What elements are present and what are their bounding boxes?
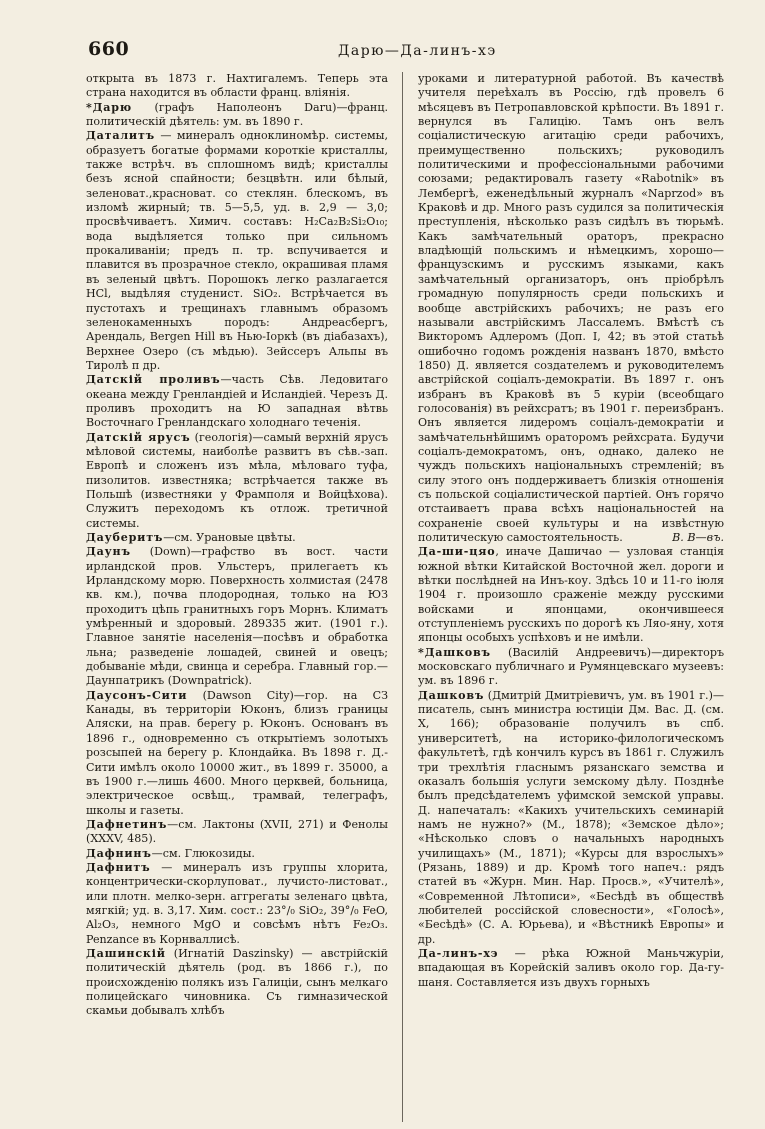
- dictionary-entry: [86, 689, 388, 818]
- entry-headword: *Дарю: [86, 100, 132, 114]
- dictionary-entry: [86, 72, 388, 101]
- entry-headword: Даунъ: [86, 545, 131, 559]
- dictionary-entry: [418, 947, 724, 990]
- entry-text: (Игнатій Daszinsky) — австрійскій политическій дѣятель (род. въ 1866 г.), по происхожденію полякъ изъ Галиціи, сынъ мелкаго полицейскаго чиновника. Съ гимназической скамьи добывалъ хлѣбъ: [86, 946, 388, 1018]
- entry-text: (Дмитрій Дмитріевичъ, ум. въ 1901 г.)—писатель, сынъ министра юстиціи Дм. Вас. Д. (см. X, 166); образованіе получилъ въ спб. университетѣ, на историко-филологическомъ факультетѣ, гдѣ кончилъ курсъ въ 1861 г. Служилъ три трехлѣтія гласнымъ рязанскаго земства и оказалъ большія услуги земскому дѣлу. Позднѣе былъ предсѣдателемъ уфимской земской управы. Д. напечаталъ: «Какихъ учительскихъ семинарій намъ не нужно?» (М., 1878); «Земское дѣло»; «Нѣсколько словъ о начальныхъ народныхъ училищахъ» (М., 1871); «Курсы для взрослыхъ» (Рязань, 1889) и др. Кромѣ того напеч.: рядъ статей въ «Журн. Мин. Нар. Просв.», «Учителѣ», «Современной Лѣтописи», «Бесѣдѣ въ обществѣ любителей россійской словесности», «Голосѣ», «Бесѣдѣ» (С. А. Юрьева), и «Вѣстникѣ Европы» и др.: [418, 688, 724, 946]
- dictionary-entry: [86, 545, 388, 688]
- entry-text: открыта въ 1873 г. Нахтигалемъ. Теперь эта страна находится въ области франц. вліянія.: [86, 72, 388, 100]
- entry-headword: Датскій ярусъ: [86, 430, 191, 444]
- entry-headword: Дауберитъ: [86, 531, 164, 544]
- entry-text: (Dawson City)—гор. на СЗ Канады, въ территоріи Юконъ, близъ границы Аляски, на прав. берегу р. Юконъ. Основанъ въ 1896 г., одновременно съ открытіемъ золотыхъ розсыпей на берегу р. Клондайка. Въ 1898 г. Д.-Сити имѣлъ около 10000 жит., въ 1899 г. 35000, а въ 1900 г.—лишь 4600. Много церквей, больница, электрическое освѣщ., трамвай, телеграфъ, школы и газеты.: [86, 688, 388, 817]
- entry-headword: Да-линъ-хэ: [418, 946, 499, 960]
- left-column: [86, 72, 388, 1122]
- entry-text: —см. Урановые цвѣты.: [163, 531, 296, 544]
- entry-headword: Датскій проливъ: [86, 373, 221, 387]
- entry-headword: Дафнинъ: [86, 846, 152, 860]
- entry-headword: Да-ши-цяо: [418, 545, 496, 559]
- dictionary-entry: [418, 545, 724, 645]
- column-divider: [402, 72, 403, 1122]
- dictionary-entry: [418, 72, 724, 545]
- dictionary-entry: [86, 818, 388, 847]
- entry-text: , иначе Дашичао — узловая станція южной вѣтки Китайской Восточной жел. дороги и вѣтки послѣдней на Инъ-коу. Здѣсь 10 и 11-го іюля 1904 г. произошло сраженіе между русскими войсками и японцами, окончившееся отступленіемъ русскихъ по дорогѣ къ Ляо-яну, хотя японцы особыхъ успѣховъ и не имѣли.: [418, 545, 724, 645]
- entry-headword: Дафнитъ: [86, 860, 151, 874]
- dictionary-entry: [86, 947, 388, 1019]
- dictionary-entry: [86, 129, 388, 373]
- entry-text: (Василій Андреевичъ)—директоръ московскаго публичнаго и Румянцевскаго музеевъ: ум. въ 1896 г.: [418, 645, 724, 688]
- dictionary-entry: [86, 847, 388, 861]
- dictionary-entry: [86, 373, 388, 430]
- entry-text: —см. Глюкозиды.: [151, 846, 255, 860]
- page-number: 660: [88, 38, 130, 60]
- entry-text: — минералъ одноклиномѣр. системы, образуетъ богатые формами короткіе кристаллы, также встрѣч. въ сплошномъ видѣ; кристаллы безъ ясной спайности; безцвѣтн. или бѣлый, зеленоват.,красноват. со стеклян. блескомъ, въ изломѣ жирный; тв. 5—5,5, уд. в. 2,9 — 3,0; просвѣчиваетъ. Химич. составъ: H₂Ca₂B₂Si₂O₁₀; вода выдѣляется только при сильномъ прокаливаніи; предъ п. тр. вспучивается и плавится въ прозрачное стекло, окрашивая пламя въ зеленый цвѣтъ. Порошокъ легко разлагается HCl, выдѣляя студенист. SiO₂. Встрѣчается въ пустотахъ и трещинахъ главнымъ образомъ зеленокаменныхъ породъ: Андреасбергъ, Арендаль, Bergen Hill въ Нью-Іоркѣ (въ діабазахъ), Верхнее Озеро (съ мѣдью). Зейссеръ Альпы въ Тиролѣ п др.: [86, 129, 388, 372]
- entry-text: —часть Сѣв. Ледовитаго океана между Гренландіей и Исландіей. Черезъ Д. проливъ проходитъ на Ю западная вѣтвь Восточнаго Гренландскаго холоднаго теченія.: [86, 373, 388, 430]
- entry-headword: Даталитъ: [86, 129, 155, 143]
- right-column: [418, 72, 724, 1122]
- dictionary-entry: [86, 861, 388, 947]
- running-head: Дарю—Да-линъ-хэ: [338, 43, 497, 59]
- entry-headword: *Дашковъ: [418, 645, 491, 659]
- entry-text: (графъ Наполеонъ Daru)—франц. политическій дѣятель: ум. въ 1890 г.: [86, 100, 388, 129]
- dictionary-entry: [418, 689, 724, 947]
- entry-headword: Дашковъ: [418, 688, 485, 702]
- entry-headword: Дашинскій: [86, 946, 166, 960]
- entry-text: (Down)—графство въ вост. части ирландской пров. Ульстеръ, прилегаетъ къ Ирландскому морю. Поверхность холмистая (2478 кв. км.), почва плодородная, только на ЮЗ проходитъ цѣпь гранитныхъ горъ Морнъ. Климатъ умѣренный и здоровый. 289335 жит. (1901 г.). Главное занятіе населенія—посѣвъ и обработка льна; разведеніе лошадей, свиней и овецъ; добываніе мѣди, свинца и серебра. Главный гор.—Даунпатрикъ (Downpatrick).: [86, 545, 388, 688]
- dictionary-entry: [86, 431, 388, 531]
- entry-headword: Даусонъ-Сити: [86, 688, 188, 702]
- entry-text: — минералъ изъ группы хлорита, концентрически-скорлуповат., лучисто-листоват., или плотн. мелко-зерн. аггрегаты зеленаго цвѣта, мягкій; уд. в. 3,17. Хим. сост.: 23°/₀ SiO₂, 39°/₀ FeO, Al₂O₃, немного MgO и совсѣмъ нѣтъ Fe₂O₃. Penzance въ Корнваллисѣ.: [86, 860, 388, 946]
- dictionary-entry: [418, 646, 724, 689]
- entry-headword: Дафнетинъ: [86, 817, 168, 831]
- entry-signature: В. В—въ.: [672, 531, 724, 544]
- dictionary-entry: [86, 531, 388, 545]
- entry-text: (геологія)—самый верхній ярусъ мѣловой системы, наиболѣе развитъ въ сѣв.-зап. Европѣ и сложенъ изъ мѣла, мѣловаго туфа, пизолитов. известняка; встрѣчается также въ Польшѣ (известняки у Фрамполя и Войцѣхова). Служитъ переходомъ къ отлож. третичной системы.: [86, 430, 388, 530]
- dictionary-entry: [86, 101, 388, 130]
- entry-text: — рѣка Южной Маньчжуріи, впадающая въ Корейскій заливъ около гор. Да-гу-шаня. Составляется изъ двухъ горныхъ: [418, 946, 724, 989]
- entry-text: —см. Лактоны (XVII, 271) и Фенолы (XXXV, 485).: [86, 817, 388, 846]
- entry-text: уроками и литературной работой. Въ качествѣ учителя переѣхалъ въ Россію, гдѣ провелъ 6 мѣсяцевъ въ Петропавловской крѣпости. Въ 1891 г. вернулся въ Галицію. Тамъ онъ велъ соціалистическую агитацію среди рабочихъ, преимущественно польскихъ; руководилъ политическими и профессіональными рабочими союзами; редактировалъ газету «Rabotnik» въ Лембергѣ, еженедѣльный журналъ «Naprzod» въ Краковѣ и др. Много разъ судился за политическія преступленія, нѣсколько разъ сидѣлъ въ тюрьмѣ. Какъ замѣчательный ораторъ, прекрасно владѣющій польскимъ и нѣмецкимъ, хорошо—французскимъ и русскимъ языками, какъ замѣчательный организаторъ, онъ пріобрѣлъ громадную популярность среди польскихъ и вообще австрійскихъ рабочихъ; не разъ его называли австрійскимъ Лассалемъ. Вмѣстѣ съ Викторомъ Адлеромъ (Доп. I, 42; въ этой статьѣ ошибочно годомъ рожденія названъ 1870, вмѣсто 1850) Д. является создателемъ и руководителемъ австрійской соціалъ-демократіи. Въ 1897 г. онъ избранъ въ Краковѣ въ 5 куріи (всеобщаго голосованія) въ рейхсратъ; въ 1901 г. переизбранъ. Онъ является лидеромъ соціалъ-демократіи и замѣчательнѣйшимъ ораторомъ рейхсрата. Будучи соціалъ-демократомъ, онъ, однако, далеко не чуждъ польскихъ національныхъ стремленій; въ силу этого онъ поддерживаетъ близкія отношенія съ польской соціалистической партіей. Онъ горячо отстаиваетъ права всѣхъ національностей на сохраненіе своей культуры и на извѣстную политическую самостоятельность.: [418, 72, 724, 544]
